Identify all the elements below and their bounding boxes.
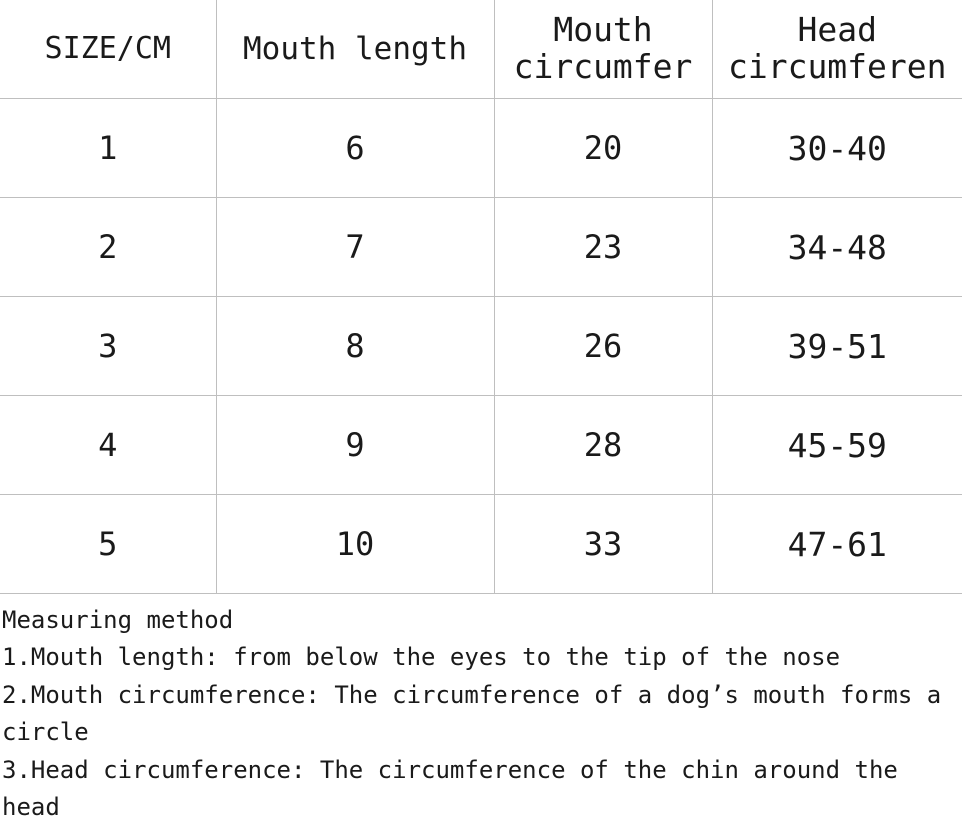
table-header-row (0, 0, 962, 99)
cell-head-circumference: 30-40 (712, 99, 962, 198)
cell-mouth-length: 10 (216, 495, 494, 594)
note-head-circumference: 3.Head circumference: The circumference of the chin around the head (2, 752, 962, 827)
cell-mouth-circumference: 26 (494, 297, 712, 396)
cell-size: 1 (0, 99, 216, 198)
table-row (0, 495, 962, 594)
cell-mouth-length: 6 (216, 99, 494, 198)
notes-title: Measuring method (2, 602, 962, 639)
cell-size: 3 (0, 297, 216, 396)
column-header-mouth-length-label: Mouth length (217, 32, 494, 67)
table-row (0, 198, 962, 297)
note-mouth-length: 1.Mouth length: from below the eyes to the tip of the nose (2, 639, 962, 676)
cell-size: 2 (0, 198, 216, 297)
cell-mouth-circumference: 23 (494, 198, 712, 297)
table-row (0, 396, 962, 495)
cell-head-circumference: 45-59 (712, 396, 962, 495)
cell-mouth-circumference: 20 (494, 99, 712, 198)
cell-mouth-length: 9 (216, 396, 494, 495)
column-header-mouth-circumference-label: Mouth circumfer (495, 12, 712, 86)
cell-head-circumference: 34-48 (712, 198, 962, 297)
cell-mouth-circumference: 28 (494, 396, 712, 495)
column-header-head-circumference-label: Head circumferen (713, 12, 962, 86)
column-header-head-circumference (712, 0, 962, 99)
table-row (0, 297, 962, 396)
table-row (0, 99, 962, 198)
table-header (0, 0, 962, 99)
table-body (0, 99, 962, 594)
measuring-method-notes (0, 594, 962, 827)
cell-mouth-length: 7 (216, 198, 494, 297)
cell-head-circumference: 47-61 (712, 495, 962, 594)
column-header-mouth-circumference (494, 0, 712, 99)
note-mouth-circumference: 2.Mouth circumference: The circumference of a dog’s mouth forms a circle (2, 677, 962, 752)
cell-mouth-length: 8 (216, 297, 494, 396)
column-header-size (0, 0, 216, 99)
cell-size: 5 (0, 495, 216, 594)
column-header-size-label: SIZE/CM (0, 32, 216, 66)
cell-size: 4 (0, 396, 216, 495)
cell-mouth-circumference: 33 (494, 495, 712, 594)
cell-head-circumference: 39-51 (712, 297, 962, 396)
column-header-mouth-length (216, 0, 494, 99)
